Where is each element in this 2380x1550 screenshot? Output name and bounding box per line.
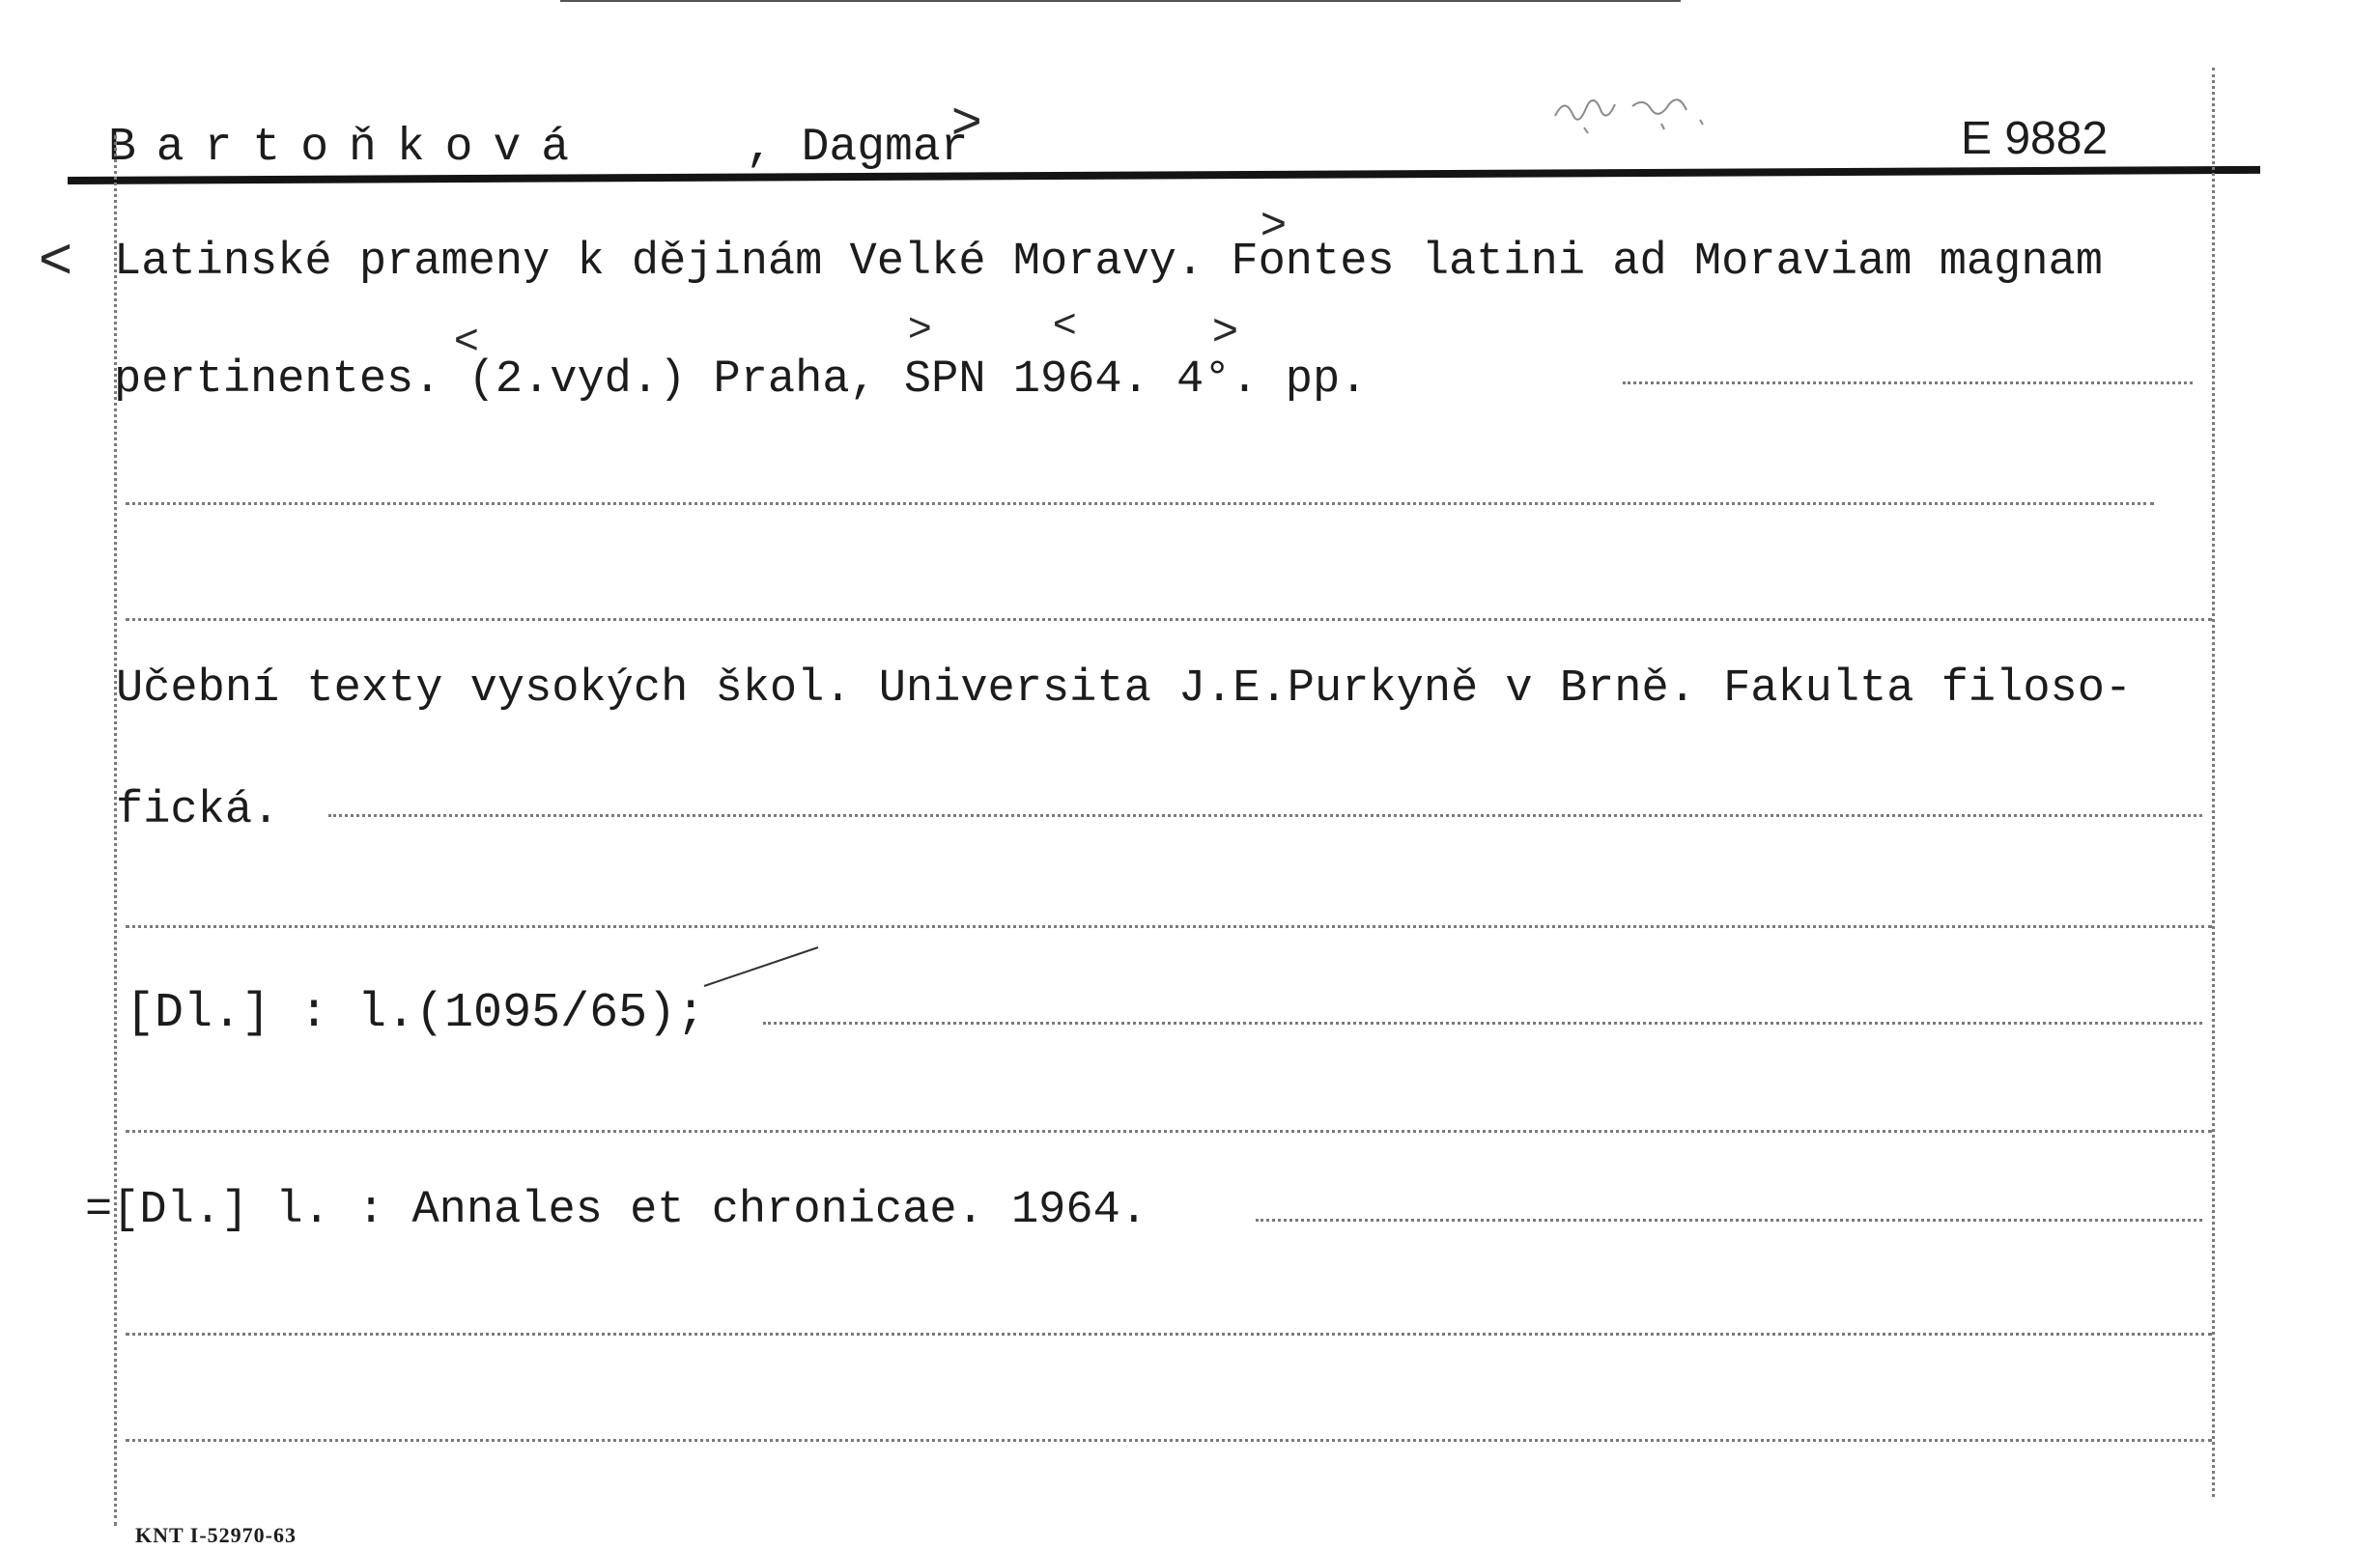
analytic-fill-dots xyxy=(1256,1219,2202,1222)
pen-stroke xyxy=(700,942,826,990)
location-line: [Dl.] : l.(1095/65); xyxy=(126,986,706,1041)
author-given-name: , Dagmar xyxy=(746,122,969,174)
series-line-1: Učební texty vysokých škol. Universita J.E.Purkyně v Brně. Fakulta filoso- xyxy=(116,663,2133,715)
author-surname: Bartoňková xyxy=(108,122,590,174)
editor-open-mark: < xyxy=(39,226,73,291)
series-line-2: fická. xyxy=(116,785,280,836)
series-fill-dots xyxy=(328,814,2202,817)
editor-close-mark: > xyxy=(951,92,982,150)
analytic-entry-line: =[Dl.] l. : Annales et chronicae. 1964. xyxy=(85,1185,1148,1236)
editor-close-mark: > xyxy=(1212,304,1238,354)
location-fill-dots xyxy=(763,1022,2202,1025)
right-margin-dots xyxy=(2212,68,2215,1497)
editor-open-mark: < xyxy=(454,316,479,363)
blank-line-dots xyxy=(126,1130,2212,1133)
card-print-number: KNT I-52970-63 xyxy=(135,1523,297,1547)
blank-line-dots xyxy=(126,925,2212,928)
title-fill-dots xyxy=(1623,381,2193,384)
blank-line-dots xyxy=(126,502,2154,505)
title-line-1: Latinské prameny k dějinám Velké Moravy. Fontes latini ad Moraviam magnam xyxy=(114,237,2103,288)
editor-close-mark: > xyxy=(1261,198,1287,248)
editor-open-mark: < xyxy=(1053,300,1077,346)
top-edge-rule xyxy=(560,0,1681,2)
call-number: E 9882 xyxy=(1961,113,2109,164)
title-line-2: pertinentes. (2.vyd.) Praha, SPN 1964. 4°. pp. xyxy=(114,354,1368,406)
blank-line-dots xyxy=(126,1333,2212,1336)
blank-line-dots xyxy=(126,1439,2212,1442)
blank-line-dots xyxy=(126,618,2212,621)
editor-close-mark: > xyxy=(908,304,932,350)
handwritten-note xyxy=(1545,77,1758,145)
